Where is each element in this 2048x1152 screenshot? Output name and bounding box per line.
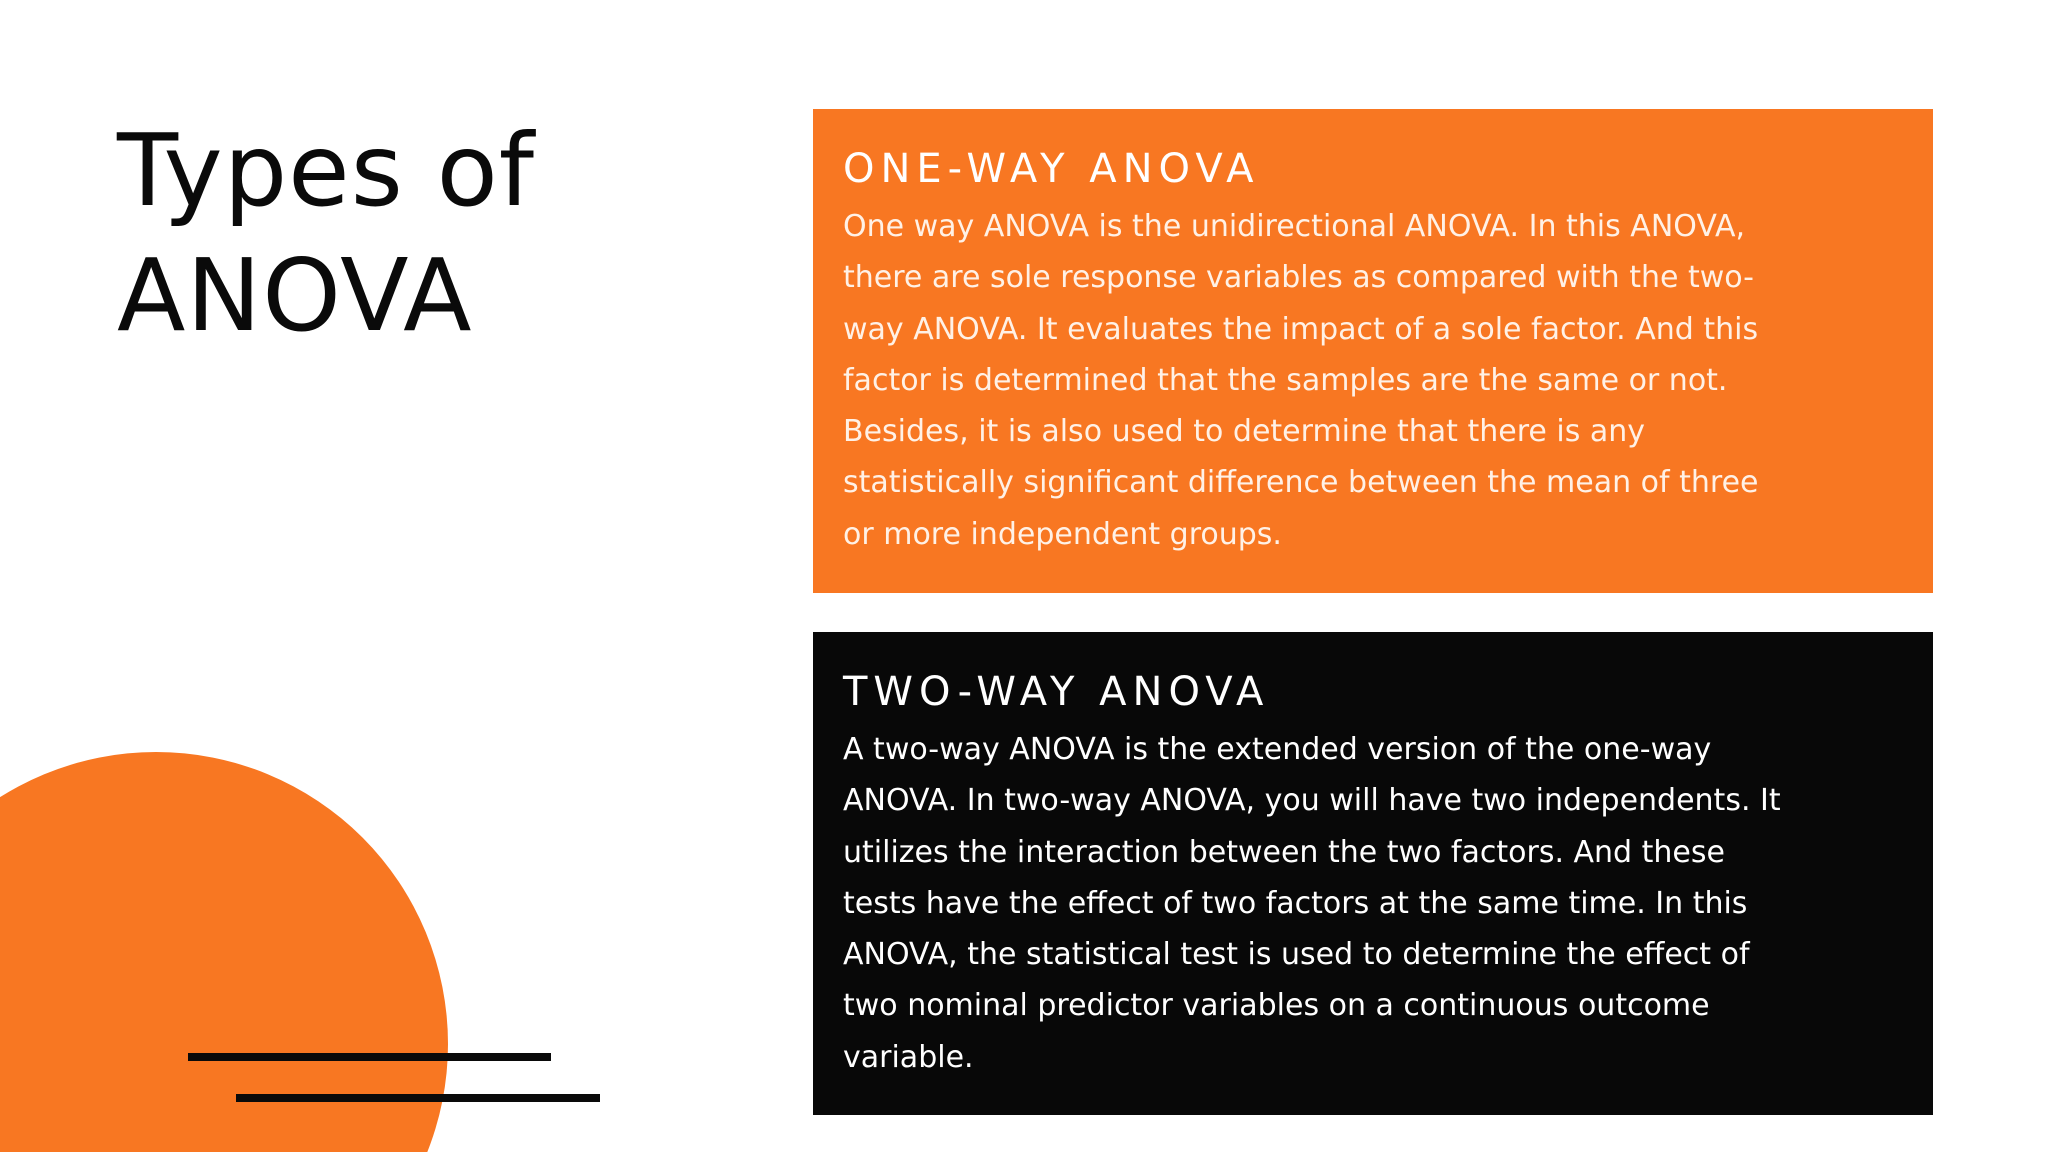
one-way-anova-line-4: factor is determined that the samples are the same or not. (843, 362, 1728, 398)
one-way-anova-line-6: statistically significant difference between the mean of three (843, 465, 1759, 501)
two-way-anova-line-1: A two-way ANOVA is the extended version of the one-way (843, 732, 1712, 767)
orange-circle-decoration (0, 752, 448, 1152)
one-way-anova-card (813, 109, 1933, 593)
one-way-anova-line-7: or more independent groups. (843, 516, 1282, 552)
two-way-anova-line-4: tests have the effect of two factors at the same time. In this (843, 885, 1748, 921)
two-way-anova-line-6: two nominal predictor variables on a continuous outcome (843, 988, 1710, 1024)
two-way-anova-line-5: ANOVA, the statistical test is used to determine the effect of (843, 937, 1750, 973)
two-way-anova-description (843, 724, 1903, 1083)
one-way-anova-line-2: there are sole response variables as compared with the two- (843, 260, 1755, 296)
two-way-anova-card (813, 632, 1933, 1115)
two-way-anova-line-2: ANOVA. In two-way ANOVA, you will have two independents. It (843, 783, 1781, 819)
decorative-line-bottom (236, 1094, 600, 1102)
one-way-anova-description (843, 201, 1903, 560)
one-way-anova-line-1: One way ANOVA is the unidirectional ANOVA. In this ANOVA, (843, 209, 1746, 244)
one-way-anova-heading: ONE-WAY ANOVA (843, 146, 1260, 192)
one-way-anova-line-3: way ANOVA. It evaluates the impact of a sole factor. And this (843, 311, 1759, 347)
one-way-anova-line-5: Besides, it is also used to determine that there is any (843, 414, 1646, 450)
page-title-line-2: ANOVA (117, 237, 473, 354)
page-title (117, 108, 637, 358)
two-way-anova-heading: TWO-WAY ANOVA (843, 669, 1270, 715)
two-way-anova-line-7: variable. (843, 1039, 974, 1075)
page-title-line-1: Types of (117, 112, 535, 229)
two-way-anova-line-3: utilizes the interaction between the two factors. And these (843, 834, 1725, 870)
decorative-line-top (188, 1053, 551, 1061)
